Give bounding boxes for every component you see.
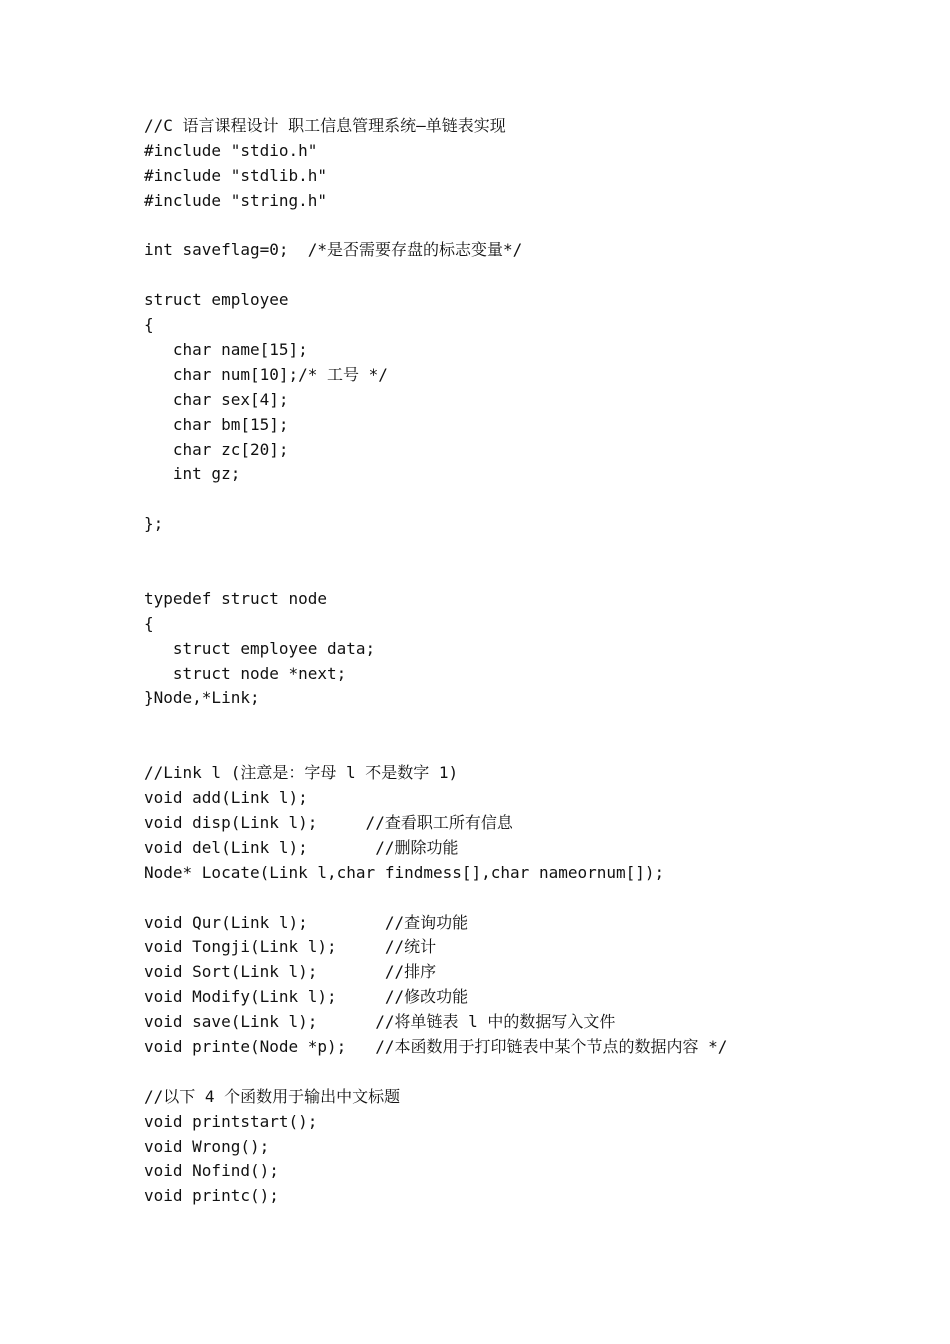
code-line: char num[10];/* 工号 */ [144, 364, 388, 384]
code-line: //以下 4 个函数用于输出中文标题 [144, 1086, 401, 1106]
code-line: }Node,*Link; [144, 688, 260, 708]
code-line: typedef struct node [144, 588, 328, 608]
code-line [144, 736, 904, 761]
code-line: void disp(Link l); //查看职工所有信息 [144, 812, 513, 832]
code-line: }; [144, 514, 164, 534]
code-line: struct node *next; [144, 663, 347, 683]
code-line: struct employee [144, 290, 289, 310]
code-line: //C 语言课程设计 职工信息管理系统—单链表实现 [144, 116, 506, 135]
code-line [144, 562, 904, 587]
code-line [144, 214, 904, 239]
code-listing [144, 114, 904, 1209]
code-line: void printstart(); [144, 1111, 318, 1131]
code-line: int saveflag=0; /*是否需要存盘的标志变量*/ [144, 240, 523, 260]
code-line: Node* Locate(Link l,char findmess[],char nameornum[]); [144, 862, 665, 882]
code-line: void printe(Node *p); //本函数用于打印链表中某个节点的数据内容 */ [144, 1036, 728, 1056]
code-line [144, 263, 904, 288]
code-line [144, 1060, 904, 1085]
code-line: void Qur(Link l); //查询功能 [144, 912, 469, 932]
code-line: void Wrong(); [144, 1136, 270, 1156]
code-line: #include "string.h" [144, 190, 328, 210]
code-line [144, 487, 904, 512]
code-line: void printc(); [144, 1186, 279, 1206]
code-line: void del(Link l); //删除功能 [144, 837, 459, 857]
code-line: char name[15]; [144, 340, 308, 360]
code-line: char sex[4]; [144, 389, 289, 409]
code-line: { [144, 315, 154, 335]
code-line: void Sort(Link l); //排序 [144, 962, 437, 982]
code-line: void save(Link l); //将单链表 l 中的数据写入文件 [144, 1012, 616, 1032]
code-line: char bm[15]; [144, 414, 289, 434]
code-line: void Modify(Link l); //修改功能 [144, 987, 469, 1007]
code-line: struct employee data; [144, 638, 376, 658]
code-line: #include "stdio.h" [144, 140, 318, 160]
code-line: #include "stdlib.h" [144, 165, 328, 185]
code-line: int gz; [144, 464, 241, 484]
code-line: void Nofind(); [144, 1161, 279, 1181]
code-line: { [144, 613, 154, 633]
code-line [144, 886, 904, 911]
code-line [144, 711, 904, 736]
code-line: //Link l (注意是：字母 l 不是数字 1) [144, 763, 459, 783]
code-line: void add(Link l); [144, 788, 308, 808]
code-line: void Tongji(Link l); //统计 [144, 937, 437, 957]
code-line: char zc[20]; [144, 439, 289, 459]
code-line [144, 537, 904, 562]
